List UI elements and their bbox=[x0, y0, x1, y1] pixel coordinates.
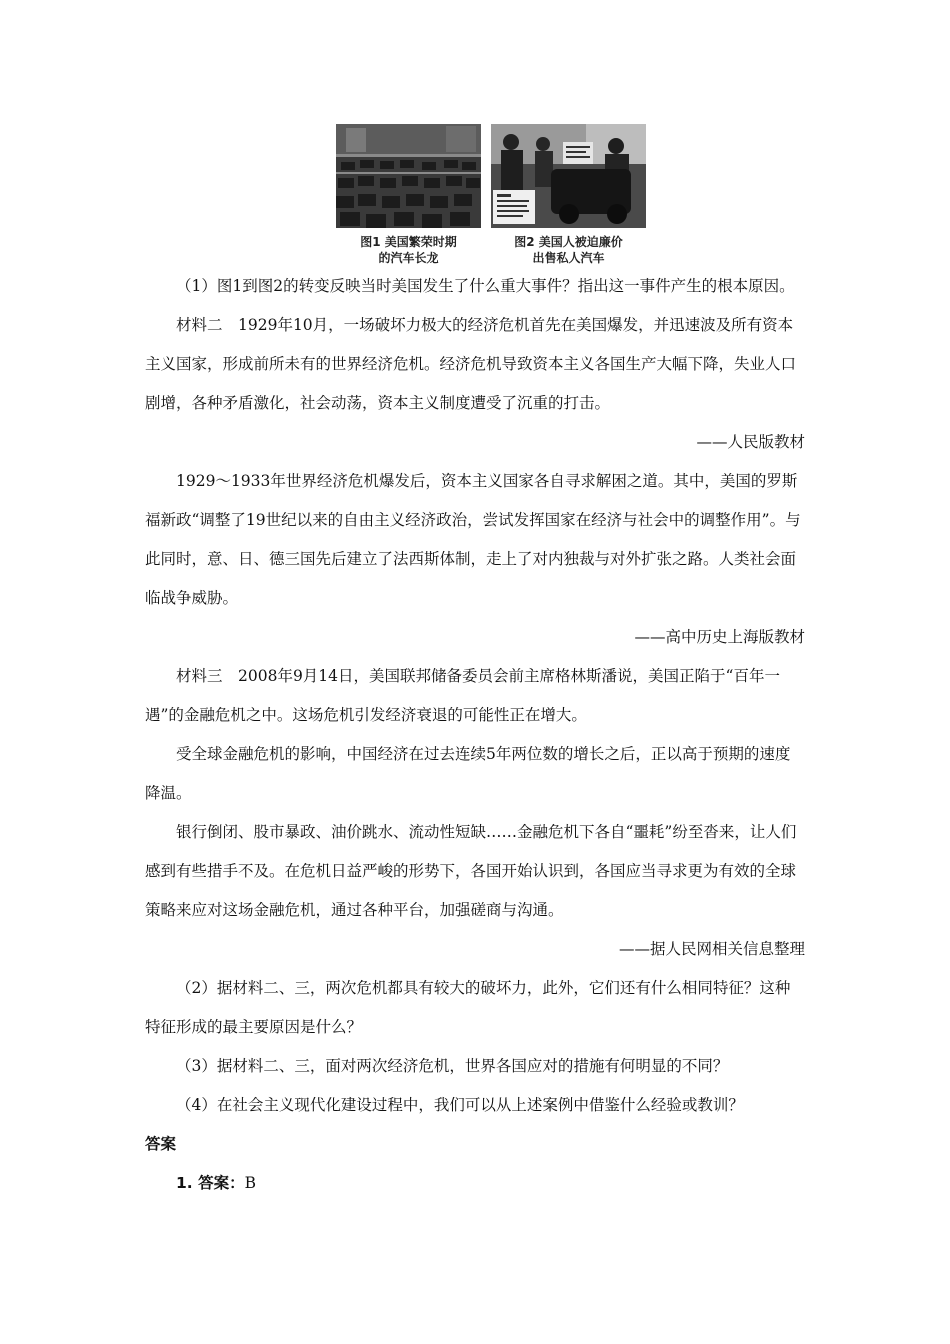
car-sale-photo bbox=[491, 124, 646, 228]
answer-heading: 答案 bbox=[145, 1135, 177, 1153]
material-3-paragraph-1: 材料三 2008年9月14日，美国联邦储备委员会前主席格林斯潘说，美国正陷于“百年一遇”的金融危机之中。这场危机引发经济衰退的可能性正在增大。 bbox=[145, 667, 780, 724]
figure-1-caption bbox=[336, 234, 481, 266]
material-3-paragraph-3: 银行倒闭、股市暴政、油价跳水、流动性短缺……金融危机下各自“噩耗”纷至沓来，让人们感到有些措手不及。在危机日益严峻的形势下，各国开始认识到，各国应当寻求更为有效的全球策略来应对这场金融危机，通过各种平台，加强磋商与沟通。 bbox=[145, 823, 797, 919]
caption-line: 出售私人汽车 bbox=[532, 251, 605, 265]
material-2-paragraph-1: 材料二 1929年10月，一场破坏力极大的经济危机首先在美国爆发，并迅速波及所有资本主义国家，形成前所未有的世界经济危机。经济危机导致资本主义各国生产大幅下降，失业人口剧增，各种矛盾激化，社会动荡，资本主义制度遭受了沉重的打击。 bbox=[145, 316, 797, 412]
material-2-source-1: ——人民版教材 bbox=[696, 433, 805, 451]
question-1: （1）图1到图2的转变反映当时美国发生了什么重大事件？指出这一事件产生的根本原因。 bbox=[176, 277, 795, 295]
figure-2-caption bbox=[491, 234, 646, 266]
answer-1 bbox=[145, 1164, 805, 1203]
figure-2 bbox=[491, 124, 646, 266]
caption-line: 的汽车长龙 bbox=[378, 251, 439, 265]
material-2-paragraph-2: 1929～1933年世界经济危机爆发后，资本主义国家各自寻求解困之道。其中，美国的罗斯福新政“调整了19世纪以来的自由主义经济政治，尝试发挥国家在经济与社会中的调整作用”。与此同时，意、日、德三国先后建立了法西斯体制，走上了对内独裁与对外扩张之路。人类社会面临战争威胁。 bbox=[145, 472, 801, 607]
answer-1-label: 1. 答案： bbox=[176, 1174, 245, 1192]
material-3-paragraph-2: 受全球金融危机的影响，中国经济在过去连续5年两位数的增长之后，正以高于预期的速度降温。 bbox=[145, 745, 791, 802]
question-2: （2）据材料二、三，两次危机都具有较大的破坏力，此外，它们还有什么相同特征？这种特征形成的最主要原因是什么？ bbox=[145, 979, 791, 1036]
question-4: （4）在社会主义现代化建设过程中，我们可以从上述案例中借鉴什么经验或教训？ bbox=[176, 1096, 744, 1114]
material-3-source: ——据人民网相关信息整理 bbox=[618, 940, 805, 958]
figure-1 bbox=[336, 124, 481, 266]
answer-1-value: B bbox=[244, 1174, 256, 1192]
caption-line: 图1 美国繁荣时期 bbox=[360, 235, 457, 249]
car-line-photo bbox=[336, 124, 481, 228]
document-body bbox=[145, 267, 805, 1203]
question-3: （3）据材料二、三，面对两次经济危机，世界各国应对的措施有何明显的不同？ bbox=[176, 1057, 729, 1075]
figure-group bbox=[336, 124, 646, 272]
caption-line: 图2 美国人被迫廉价 bbox=[514, 235, 623, 249]
material-2-source-2: ——高中历史上海版教材 bbox=[634, 628, 805, 646]
